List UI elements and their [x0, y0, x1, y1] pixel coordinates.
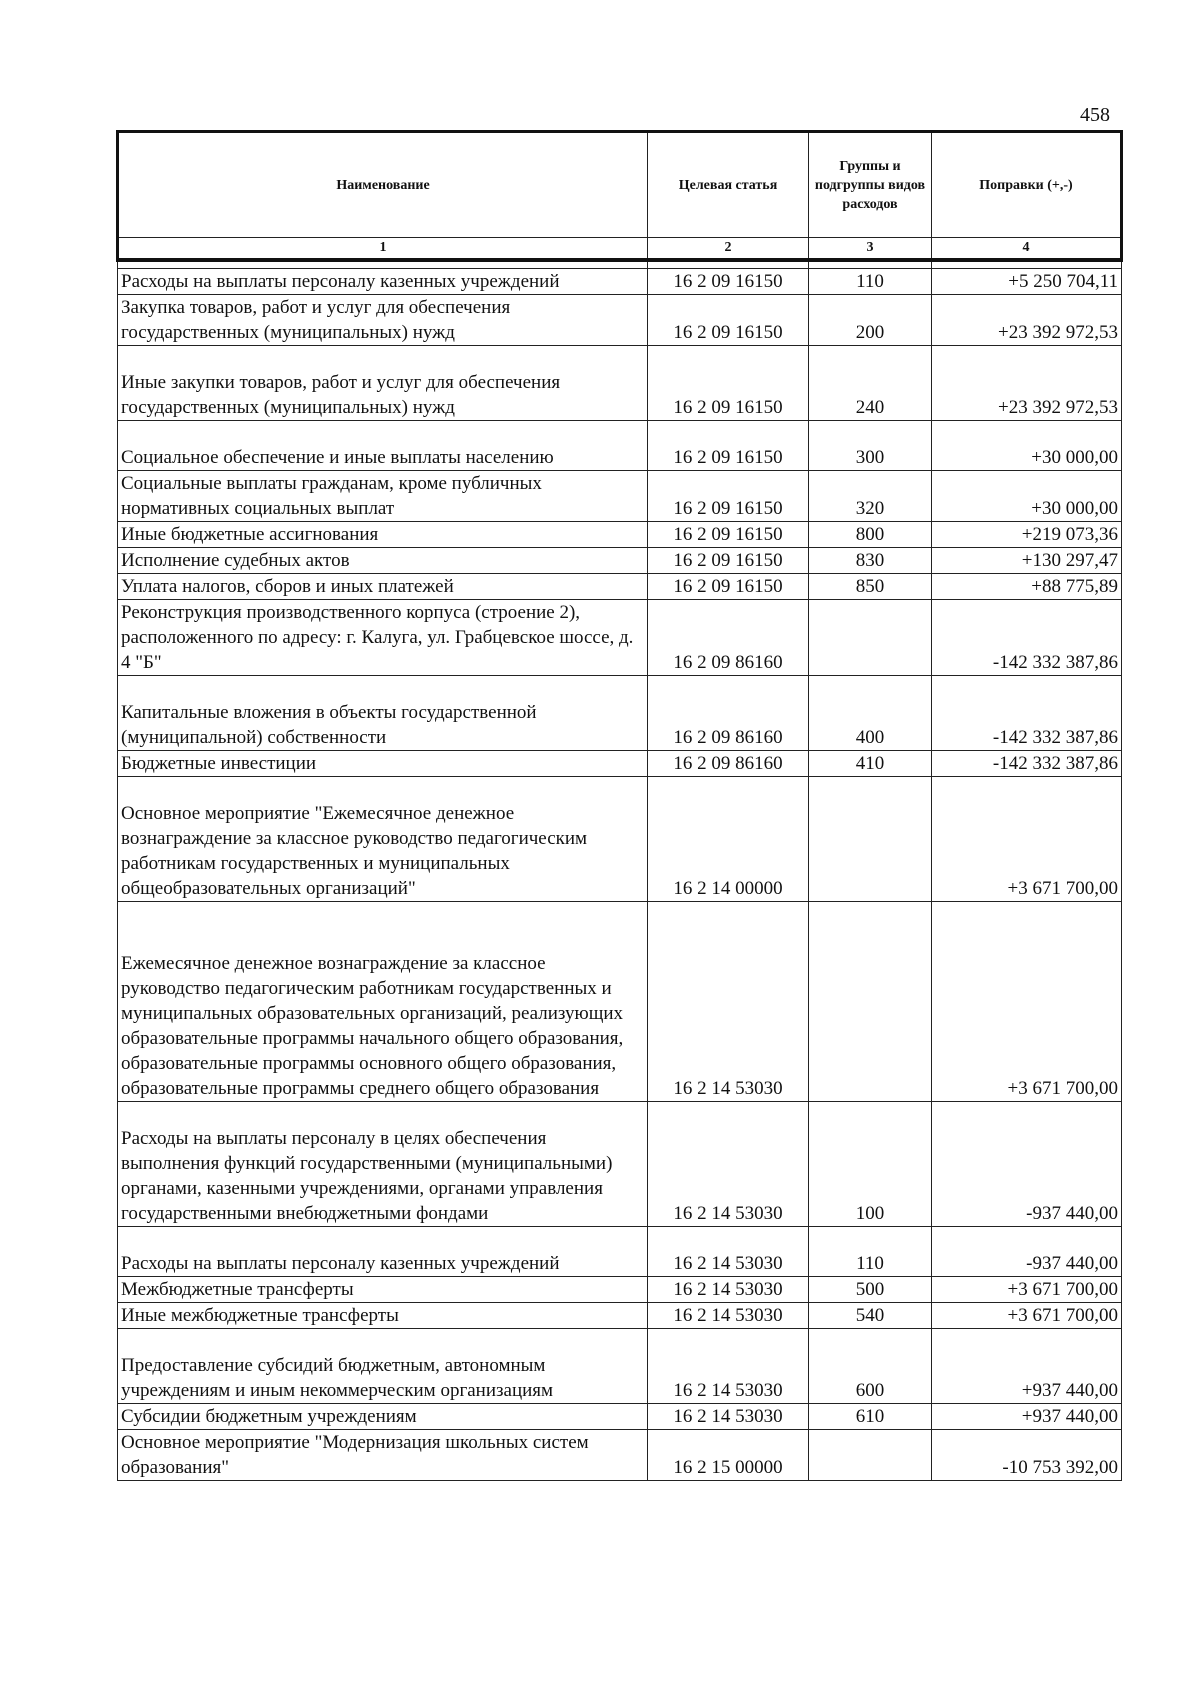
table-row	[118, 1430, 1122, 1481]
row-target-code: 16 2 09 16150	[648, 471, 809, 522]
row-name: Ежемесячное денежное вознаграждение за классное руководство педагогическим работникам государственных и муниципальных образовательных организаций, реализующих образовательные программы начального общего образования, образовательные программы основного общего образования, образовательные программы среднего общего образования	[118, 902, 648, 1102]
table-row	[118, 1329, 1122, 1404]
table-row	[118, 471, 1122, 522]
table-row	[118, 1227, 1122, 1277]
row-expense-group: 830	[809, 548, 932, 574]
row-name: Расходы на выплаты персоналу казенных учреждений	[118, 269, 648, 295]
row-amendment-amount: +23 392 972,53	[932, 295, 1122, 346]
column-number-4: 4	[932, 238, 1122, 261]
row-amendment-amount: +5 250 704,11	[932, 269, 1122, 295]
row-target-code: 16 2 09 16150	[648, 295, 809, 346]
row-target-code: 16 2 09 16150	[648, 421, 809, 471]
row-amendment-amount: -142 332 387,86	[932, 676, 1122, 751]
row-target-code: 16 2 14 53030	[648, 1329, 809, 1404]
row-expense-group: 800	[809, 522, 932, 548]
row-amendment-amount: -937 440,00	[932, 1227, 1122, 1277]
row-amendment-amount: +937 440,00	[932, 1404, 1122, 1430]
row-amendment-amount: +937 440,00	[932, 1329, 1122, 1404]
row-target-code: 16 2 09 16150	[648, 522, 809, 548]
row-amendment-amount: +30 000,00	[932, 471, 1122, 522]
row-name: Предоставление субсидий бюджетным, автономным учреждениям и иным некоммерческим организациям	[118, 1329, 648, 1404]
row-name: Иные межбюджетные трансферты	[118, 1303, 648, 1329]
row-name: Уплата налогов, сборов и иных платежей	[118, 574, 648, 600]
row-target-code: 16 2 14 53030	[648, 1404, 809, 1430]
row-amendment-amount: +88 775,89	[932, 574, 1122, 600]
row-name: Основное мероприятие "Модернизация школьных систем образования"	[118, 1430, 648, 1481]
row-expense-group: 200	[809, 295, 932, 346]
table-row	[118, 346, 1122, 421]
budget-amendments-table	[116, 130, 1123, 1481]
row-name: Реконструкция производственного корпуса (строение 2), расположенного по адресу: г. Калуга, ул. Грабцевское шоссе, д. 4 "Б"	[118, 600, 648, 676]
row-name: Социальные выплаты гражданам, кроме публичных нормативных социальных выплат	[118, 471, 648, 522]
table-row	[118, 1277, 1122, 1303]
row-target-code: 16 2 09 16150	[648, 346, 809, 421]
table-row	[118, 574, 1122, 600]
row-target-code: 16 2 14 53030	[648, 1102, 809, 1227]
row-amendment-amount: +219 073,36	[932, 522, 1122, 548]
row-expense-group: 540	[809, 1303, 932, 1329]
row-target-code: 16 2 15 00000	[648, 1430, 809, 1481]
table-row	[118, 600, 1122, 676]
row-expense-group: 300	[809, 421, 932, 471]
header-amendments: Поправки (+,-)	[932, 132, 1122, 238]
row-target-code: 16 2 09 16150	[648, 269, 809, 295]
table-row	[118, 1404, 1122, 1430]
table-row	[118, 269, 1122, 295]
row-expense-group: 110	[809, 269, 932, 295]
row-expense-group: 400	[809, 676, 932, 751]
row-target-code: 16 2 14 53030	[648, 1227, 809, 1277]
row-amendment-amount: +3 671 700,00	[932, 902, 1122, 1102]
row-expense-group	[809, 1430, 932, 1481]
row-expense-group: 240	[809, 346, 932, 421]
column-number-2: 2	[648, 238, 809, 261]
table-header	[118, 132, 1122, 261]
header-groups: Группы и подгруппы видов расходов	[809, 132, 932, 238]
table-row	[118, 1303, 1122, 1329]
row-amendment-amount: +3 671 700,00	[932, 1277, 1122, 1303]
row-amendment-amount: +30 000,00	[932, 421, 1122, 471]
table-row	[118, 548, 1122, 574]
row-name: Расходы на выплаты персоналу казенных учреждений	[118, 1227, 648, 1277]
column-number-1: 1	[118, 238, 648, 261]
column-number-3: 3	[809, 238, 932, 261]
row-name: Расходы на выплаты персоналу в целях обеспечения выполнения функций государственными (муниципальными) органами, казенными учреждениями, органами управления государственными внебюджетными фондами	[118, 1102, 648, 1227]
row-expense-group: 610	[809, 1404, 932, 1430]
row-target-code: 16 2 14 53030	[648, 1277, 809, 1303]
row-name: Иные закупки товаров, работ и услуг для обеспечения государственных (муниципальных) нужд	[118, 346, 648, 421]
table-row	[118, 421, 1122, 471]
row-expense-group: 320	[809, 471, 932, 522]
row-amendment-amount: +130 297,47	[932, 548, 1122, 574]
header-target: Целевая статья	[648, 132, 809, 238]
row-expense-group	[809, 777, 932, 902]
row-amendment-amount: -142 332 387,86	[932, 751, 1122, 777]
row-amendment-amount: +3 671 700,00	[932, 777, 1122, 902]
header-name: Наименование	[118, 132, 648, 238]
row-target-code: 16 2 14 00000	[648, 777, 809, 902]
row-target-code: 16 2 14 53030	[648, 1303, 809, 1329]
row-expense-group: 850	[809, 574, 932, 600]
row-name: Субсидии бюджетным учреждениям	[118, 1404, 648, 1430]
row-amendment-amount: -142 332 387,86	[932, 600, 1122, 676]
row-expense-group	[809, 600, 932, 676]
row-expense-group	[809, 902, 932, 1102]
row-name: Социальное обеспечение и иные выплаты населению	[118, 421, 648, 471]
row-target-code: 16 2 09 86160	[648, 676, 809, 751]
table-row	[118, 522, 1122, 548]
row-expense-group: 500	[809, 1277, 932, 1303]
table-row	[118, 676, 1122, 751]
row-amendment-amount: +23 392 972,53	[932, 346, 1122, 421]
row-amendment-amount: -937 440,00	[932, 1102, 1122, 1227]
row-expense-group: 100	[809, 1102, 932, 1227]
table-row	[118, 777, 1122, 902]
row-target-code: 16 2 09 86160	[648, 751, 809, 777]
row-name: Межбюджетные трансферты	[118, 1277, 648, 1303]
row-expense-group: 110	[809, 1227, 932, 1277]
row-name: Иные бюджетные ассигнования	[118, 522, 648, 548]
row-expense-group: 410	[809, 751, 932, 777]
table-body	[118, 260, 1122, 1481]
table-row	[118, 902, 1122, 1102]
row-amendment-amount: +3 671 700,00	[932, 1303, 1122, 1329]
table-row	[118, 1102, 1122, 1227]
row-name: Бюджетные инвестиции	[118, 751, 648, 777]
row-target-code: 16 2 09 16150	[648, 548, 809, 574]
row-name: Капитальные вложения в объекты государственной (муниципальной) собственности	[118, 676, 648, 751]
row-name: Закупка товаров, работ и услуг для обеспечения государственных (муниципальных) нужд	[118, 295, 648, 346]
row-name: Основное мероприятие "Ежемесячное денежное вознаграждение за классное руководство педагогическим работникам государственных и муниципальных общеобразовательных организаций"	[118, 777, 648, 902]
row-target-code: 16 2 14 53030	[648, 902, 809, 1102]
page-number: 458	[1080, 104, 1110, 126]
row-target-code: 16 2 09 86160	[648, 600, 809, 676]
table-row	[118, 751, 1122, 777]
table-row	[118, 295, 1122, 346]
row-expense-group: 600	[809, 1329, 932, 1404]
row-amendment-amount: -10 753 392,00	[932, 1430, 1122, 1481]
row-name: Исполнение судебных актов	[118, 548, 648, 574]
row-target-code: 16 2 09 16150	[648, 574, 809, 600]
